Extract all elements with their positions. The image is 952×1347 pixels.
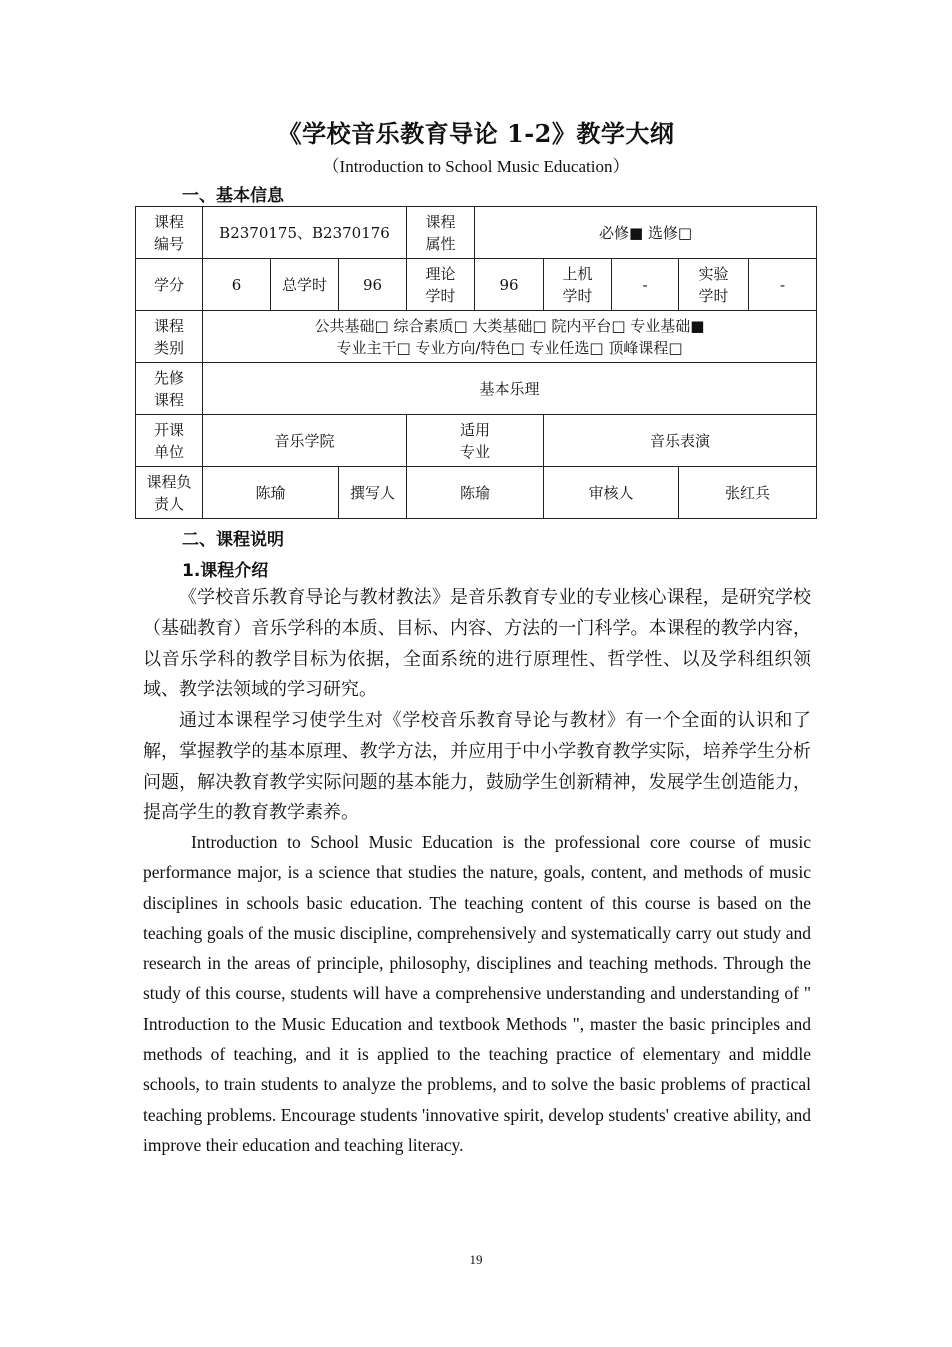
section-heading-basic-info: 一、基本信息 — [182, 186, 284, 206]
category-options — [203, 311, 817, 363]
lead-value: 陈瑜 — [203, 467, 339, 519]
intro-paragraph-english: Introduction to School Music Education is the professional core course of music performance major, is a science that studies the nature, goals, content, and methods of music disciplines in schools basic education. The teaching content of this course is based on the teaching goals of the music discipline, comprehensively and systematically carry out study and research in the areas of principle, philosophy, disciplines and teaching methods. Through the study of this course, students will have a comprehensive understanding and understanding of " Introduction to the Music Education and textbook Methods ", master the basic principles and methods of teaching, and it is applied to the teaching practice of elementary and middle schools, to train students to analyze the problems, and to solve the basic problems of practical teaching problems. Encourage students 'innovative spirit, develop students' creative ability, and improve their education and teaching literacy. — [143, 832, 811, 1155]
theory-hours-label: 理论 学时 — [407, 259, 475, 311]
dept-label: 开课 单位 — [136, 415, 203, 467]
category-label: 课程 类别 — [136, 311, 203, 363]
credit-label: 学分 — [136, 259, 203, 311]
total-hours-label: 总学时 — [271, 259, 339, 311]
section-heading-course-desc: 二、课程说明 — [182, 530, 284, 550]
course-code-label: 课程 编号 — [136, 207, 203, 259]
basic-info-table — [135, 206, 817, 519]
reviewer-value: 张红兵 — [679, 467, 817, 519]
writer-value: 陈瑜 — [407, 467, 544, 519]
prereq-label: 先修 课程 — [136, 363, 203, 415]
table-row — [136, 207, 817, 259]
theory-hours-value: 96 — [475, 259, 544, 311]
computer-hours-value: - — [612, 259, 679, 311]
course-attr-value: 必修■ 选修□ — [475, 207, 817, 259]
page-title: 《学校音乐教育导论 1-2》教学大纲 — [277, 119, 675, 148]
category-line-2: 专业主干□ 专业方向/特色□ 专业任选□ 顶峰课程□ — [336, 338, 683, 357]
total-hours-value: 96 — [339, 259, 407, 311]
intro-paragraph-2: 通过本课程学习使学生对《学校音乐教育导论与教材》有一个全面的认识和了解，掌握教学的基本原理、教学方法，并应用于中小学教育教学实际，培养学生分析问题，解决教育教学实际问题的基本能力，鼓励学生创新精神，发展学生创造能力，提高学生的教育教学素养。 — [143, 710, 811, 824]
lab-hours-label: 实验 学时 — [679, 259, 749, 311]
page-subtitle: （Introduction to School Music Education） — [322, 157, 630, 176]
table-row — [136, 363, 817, 415]
page-number: 19 — [469, 1252, 483, 1267]
intro-paragraph-1: 《学校音乐教育导论与教材教法》是音乐教育专业的专业核心课程，是研究学校（基础教育）音乐学科的本质、目标、内容、方法的一门科学。本课程的教学内容，以音乐学科的教学目标为依据，全面系统的进行原理性、哲学性、以及学科组织领域、教学法领域的学习研究。 — [143, 587, 811, 701]
lead-label: 课程负 责人 — [136, 467, 203, 519]
prereq-value: 基本乐理 — [203, 363, 817, 415]
course-code-value: B2370175、B2370176 — [203, 207, 407, 259]
writer-label: 撰写人 — [339, 467, 407, 519]
table-row — [136, 311, 817, 363]
category-line-1: 公共基础□ 综合素质□ 大类基础□ 院内平台□ 专业基础■ — [314, 316, 705, 335]
lab-hours-value: - — [749, 259, 817, 311]
major-label: 适用 专业 — [407, 415, 544, 467]
table-row — [136, 415, 817, 467]
major-value: 音乐表演 — [544, 415, 817, 467]
computer-hours-label: 上机 学时 — [544, 259, 612, 311]
dept-value: 音乐学院 — [203, 415, 407, 467]
table-row — [136, 259, 817, 311]
table-row — [136, 467, 817, 519]
course-attr-label: 课程 属性 — [407, 207, 475, 259]
credit-value: 6 — [203, 259, 271, 311]
reviewer-label: 审核人 — [544, 467, 679, 519]
subsection-heading-intro: 1.课程介绍 — [182, 561, 269, 581]
